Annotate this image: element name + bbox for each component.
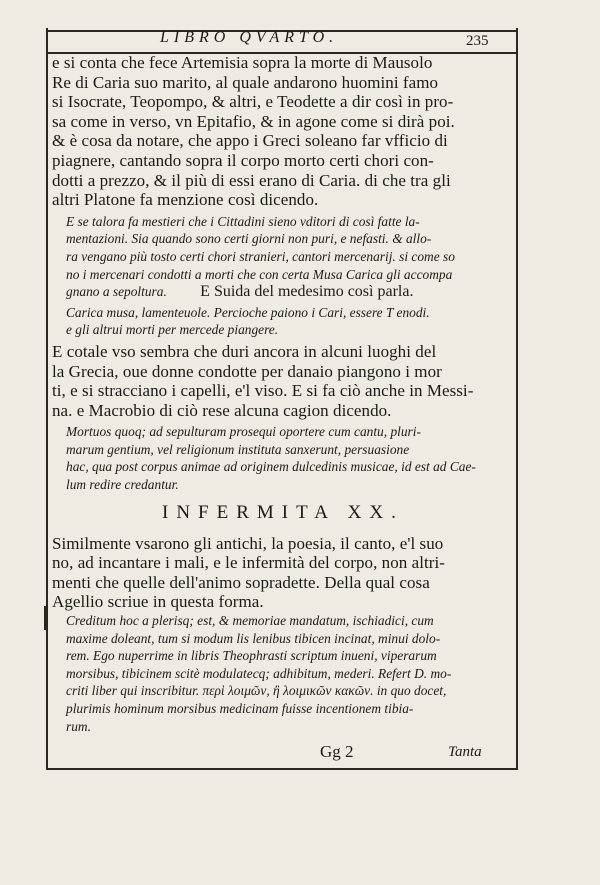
text-line: no, ad incantare i mali, e le infermità del corpo, non altri- bbox=[52, 553, 445, 573]
quote-line: maxime doleant, tum si modum lis lenibus tibicen incinat, minui dolo- bbox=[66, 630, 441, 646]
quote-line: hac, qua post corpus animae ad originem dulcedinis musicae, id est ad Cae- bbox=[66, 459, 476, 475]
quote-end: gnano a sepoltura. bbox=[66, 284, 167, 300]
quote-line: Creditum hoc a plerisq; est, & memoriae mandatum, ischiadici, cum bbox=[66, 613, 434, 629]
text-line: altri Platone fa menzione così dicendo. bbox=[52, 190, 319, 210]
quote-line: Mortuos quoq; ad sepulturam prosequi oportere cum cantu, pluri- bbox=[66, 424, 421, 440]
page-body bbox=[52, 53, 512, 735]
quote-line: rum. bbox=[66, 718, 91, 734]
quote-line: rem. Ego nuperrime in libris Theophrasti scriptum inueni, viperarum bbox=[66, 648, 437, 664]
quote-line: mentazioni. Sia quando sono certi giorni non puri, e nefasti. & allo- bbox=[66, 231, 432, 247]
page-footer bbox=[50, 742, 516, 766]
quotation-2 bbox=[52, 304, 512, 339]
text-line: Re di Caria suo marito, al quale andarono huomini famo bbox=[52, 72, 439, 92]
text-line: piagnere, cantando sopra il corpo morto certi chori con- bbox=[52, 150, 434, 170]
text-line: e si conta che fece Artemisia sopra la morte di Mausolo bbox=[52, 53, 433, 72]
section-heading: INFERMITA XX. bbox=[162, 501, 404, 523]
running-head: LIBRO QVARTO. bbox=[160, 29, 339, 46]
quote-line: no i mercenari condotti a morti che con certa Musa Carica gli accompa bbox=[66, 266, 453, 282]
quote-line: criti liber qui inscribitur. περὶ λοιμῶν, ἢ λοιμικῶν κακῶν. in quo docet, bbox=[66, 683, 447, 699]
quotation-3 bbox=[52, 423, 512, 493]
quote-line: plurimis hominum morsibus medicinam fuisse incentionem tibia- bbox=[66, 701, 414, 716]
paragraph-1 bbox=[52, 53, 512, 210]
text-line: E cotale vso sembra che duri ancora in alcuni luoghi del bbox=[52, 341, 437, 361]
quote-line: Carica musa, lamenteuole. Percioche paiono i Cari, essere T enodi. bbox=[66, 304, 430, 320]
page-number: 235 bbox=[466, 33, 489, 49]
quote-line: E se talora fa mestieri che i Cittadini sieno vditori di così fatte la- bbox=[66, 213, 420, 229]
text-line: sa come in verso, vn Epitafio, & in agone come si dirà poi. bbox=[52, 111, 455, 131]
text-line: ti, e si stracciano i capelli, e'l viso. E si fa ciò anche in Messi- bbox=[52, 381, 474, 401]
text-line: menti che quelle dell'animo sopradette. Della qual cosa bbox=[52, 572, 430, 592]
text-line: si Isocrate, Teopompo, & altri, e Teodette a dir così in pro- bbox=[52, 92, 454, 112]
quotation-4 bbox=[52, 612, 512, 735]
text-line: dotti a prezzo, & il più di essi erano di Caria. di che tra gli bbox=[52, 170, 451, 190]
catchword: Tanta bbox=[448, 744, 482, 760]
margin-mark bbox=[44, 606, 47, 630]
quotation-1 bbox=[52, 213, 512, 301]
quote-line: lum redire credantur. bbox=[66, 477, 179, 493]
text-line: na. e Macrobio di ciò rese alcuna cagion dicendo. bbox=[52, 400, 392, 420]
bottom-rule bbox=[46, 768, 516, 770]
quote-line: ra vengano più tosto certi chori stranieri, cantori mercenarij. si come so bbox=[66, 248, 455, 264]
paragraph-2 bbox=[52, 342, 512, 420]
text-line: E Suida del medesimo così parla. bbox=[200, 283, 414, 301]
quote-line: marum gentium, vel religionum instituta sanxerunt, persuasione bbox=[66, 441, 410, 457]
quote-line-mixed bbox=[52, 283, 512, 301]
quote-line: e gli altrui morti per mercede piangere. bbox=[66, 322, 279, 338]
signature-mark: Gg 2 bbox=[320, 742, 354, 761]
text-line: Agellio scriue in questa forma. bbox=[52, 592, 264, 612]
text-line: la Grecia, oue donne condotte per danaio piangono i mor bbox=[52, 361, 442, 381]
text-line: & è cosa da notare, che appo i Greci soleano far vfficio di bbox=[52, 131, 448, 151]
paragraph-3 bbox=[52, 534, 512, 612]
quote-line: morsibus, tibicinem scitè modulatecq; adhibitum, mederi. Refert D. mo- bbox=[66, 665, 452, 681]
text-line: Similmente vsarono gli antichi, la poesia, il canto, e'l suo bbox=[52, 533, 444, 553]
